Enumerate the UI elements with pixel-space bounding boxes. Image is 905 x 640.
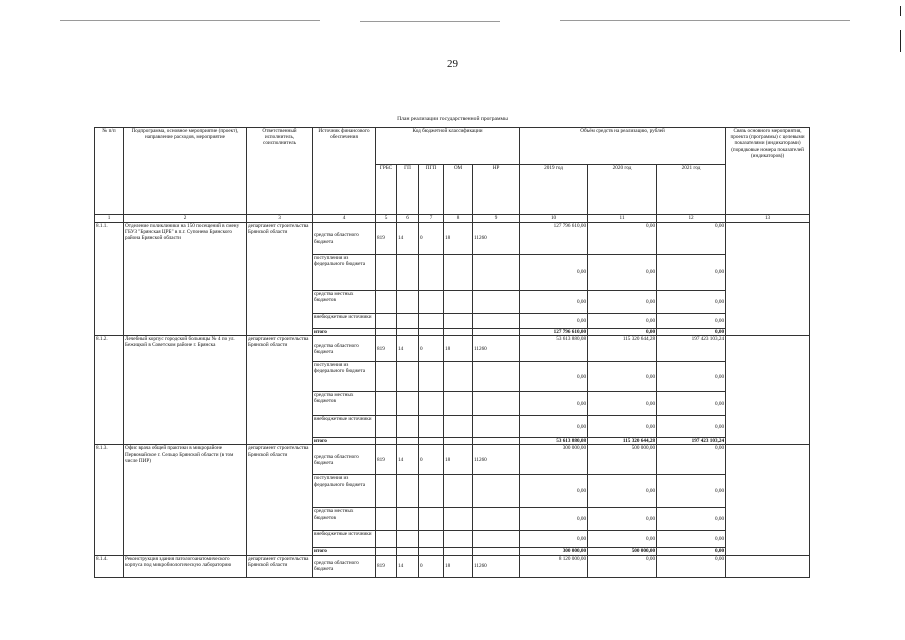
column-number: 13 bbox=[726, 215, 810, 223]
program-plan-table bbox=[94, 127, 810, 578]
code-nr: 11260 bbox=[473, 555, 520, 577]
code-grbs bbox=[376, 291, 397, 314]
header-nr: НР bbox=[473, 165, 520, 215]
header-pgp: ПГП bbox=[419, 165, 444, 215]
code-gp bbox=[397, 475, 419, 508]
value-2019: 0,00 bbox=[520, 416, 588, 438]
funding-source: средства местных бюджетов bbox=[313, 392, 376, 416]
value-2020: 115 320 644,28 bbox=[588, 336, 657, 362]
code-gp bbox=[397, 314, 419, 329]
value-2020: 0,00 bbox=[588, 223, 657, 255]
funding-source: внебюджетные источники bbox=[313, 531, 376, 548]
value-2019: 0,00 bbox=[520, 392, 588, 416]
value-2021: 0,00 bbox=[657, 416, 726, 438]
header-budget-code: Код бюджетной классификации bbox=[376, 128, 520, 165]
item-number: 8.1.1. bbox=[95, 223, 124, 336]
funding-source: средства местных бюджетов bbox=[313, 291, 376, 314]
header-2021: 2021 год bbox=[657, 165, 726, 215]
code-om bbox=[444, 362, 473, 392]
indicator-link bbox=[726, 336, 810, 445]
value-2019: 127 796 610,00 bbox=[520, 223, 588, 255]
table-row bbox=[95, 445, 810, 475]
total-label: итого bbox=[313, 438, 376, 445]
empty-code-cell bbox=[473, 548, 520, 555]
header-2019: 2019 год bbox=[520, 165, 588, 215]
value-2019: 300 000,00 bbox=[520, 445, 588, 475]
indicator-link bbox=[726, 445, 810, 555]
code-gp bbox=[397, 362, 419, 392]
total-2019: 300 000,00 bbox=[520, 548, 588, 555]
code-pgp bbox=[419, 416, 444, 438]
code-grbs bbox=[376, 416, 397, 438]
code-pgp: 0 bbox=[419, 223, 444, 255]
empty-code-cell bbox=[397, 548, 419, 555]
scan-edge-mark bbox=[900, 6, 901, 16]
column-number: 2 bbox=[124, 215, 247, 223]
header-grbs: ГРБС bbox=[376, 165, 397, 215]
code-pgp bbox=[419, 291, 444, 314]
code-grbs bbox=[376, 255, 397, 291]
table-row bbox=[95, 555, 810, 577]
value-2020: 0,00 bbox=[588, 531, 657, 548]
document-title: План реализации государственной программы bbox=[397, 116, 508, 122]
code-pgp bbox=[419, 362, 444, 392]
code-grbs bbox=[376, 314, 397, 329]
header-om: ОМ bbox=[444, 165, 473, 215]
value-2020: 0,00 bbox=[588, 255, 657, 291]
value-2019: 0,00 bbox=[520, 255, 588, 291]
code-om bbox=[444, 291, 473, 314]
value-2021: 0,00 bbox=[657, 223, 726, 255]
code-nr bbox=[473, 392, 520, 416]
code-om: 18 bbox=[444, 336, 473, 362]
scan-artifact bbox=[360, 21, 500, 22]
scan-artifact bbox=[60, 20, 320, 21]
value-2020: 0,00 bbox=[588, 508, 657, 531]
empty-code-cell bbox=[397, 329, 419, 336]
funding-source: средства областного бюджета bbox=[313, 555, 376, 577]
header-volume: Объём средств на реализацию, рублей bbox=[520, 128, 726, 165]
empty-code-cell bbox=[473, 438, 520, 445]
value-2019: 53 613 880,08 bbox=[520, 336, 588, 362]
empty-code-cell bbox=[473, 329, 520, 336]
value-2019: 0,00 bbox=[520, 475, 588, 508]
code-pgp: 0 bbox=[419, 336, 444, 362]
total-2021: 0,00 bbox=[657, 548, 726, 555]
code-nr: 11260 bbox=[473, 223, 520, 255]
empty-code-cell bbox=[376, 548, 397, 555]
plan-table-body bbox=[95, 223, 810, 578]
code-nr bbox=[473, 255, 520, 291]
table-row bbox=[95, 336, 810, 362]
column-number: 8 bbox=[444, 215, 473, 223]
code-gp: 14 bbox=[397, 223, 419, 255]
item-responsible: департамент строительства Брянской области bbox=[247, 555, 313, 577]
item-number: 8.1.3. bbox=[95, 445, 124, 555]
code-pgp: 0 bbox=[419, 555, 444, 577]
page-number: 29 bbox=[447, 58, 458, 70]
code-gp bbox=[397, 255, 419, 291]
funding-source: средства областного бюджета bbox=[313, 336, 376, 362]
empty-code-cell bbox=[376, 438, 397, 445]
header-subprogram: Подпрограмма, основное мероприятие (проект), направление расходов, мероприятие bbox=[124, 128, 247, 215]
total-2019: 127 796 610,00 bbox=[520, 329, 588, 336]
item-name: Реконструкция здания патологоанатомического корпуса под микробиологическую лабораторию bbox=[124, 555, 247, 577]
code-om bbox=[444, 416, 473, 438]
code-pgp bbox=[419, 475, 444, 508]
code-grbs: 819 bbox=[376, 223, 397, 255]
total-2020: 0,00 bbox=[588, 329, 657, 336]
code-grbs: 819 bbox=[376, 445, 397, 475]
code-nr bbox=[473, 475, 520, 508]
code-nr bbox=[473, 314, 520, 329]
funding-source: средства местных бюджетов bbox=[313, 508, 376, 531]
column-number: 12 bbox=[657, 215, 726, 223]
table-row bbox=[95, 223, 810, 255]
code-nr bbox=[473, 291, 520, 314]
column-number: 5 bbox=[376, 215, 397, 223]
empty-code-cell bbox=[397, 438, 419, 445]
indicator-link bbox=[726, 223, 810, 336]
funding-source: поступления из федерального бюджета bbox=[313, 475, 376, 508]
value-2019: 8 120 000,00 bbox=[520, 555, 588, 577]
value-2019: 0,00 bbox=[520, 362, 588, 392]
value-2021: 0,00 bbox=[657, 475, 726, 508]
value-2019: 0,00 bbox=[520, 314, 588, 329]
code-gp bbox=[397, 416, 419, 438]
value-2020: 0,00 bbox=[588, 362, 657, 392]
total-2020: 115 320 644,28 bbox=[588, 438, 657, 445]
code-gp: 14 bbox=[397, 555, 419, 577]
code-grbs bbox=[376, 392, 397, 416]
code-om bbox=[444, 255, 473, 291]
header-responsible: Ответственный исполнитель, соисполнитель bbox=[247, 128, 313, 215]
value-2020: 0,00 bbox=[588, 291, 657, 314]
code-nr bbox=[473, 531, 520, 548]
header-link: Связь основного мероприятия, проекта (программы) с целевыми показателями (индикаторами) (порядковые номера показателей (индикаторов)) bbox=[726, 128, 810, 215]
code-pgp bbox=[419, 255, 444, 291]
total-2021: 197 423 103,24 bbox=[657, 438, 726, 445]
code-nr bbox=[473, 508, 520, 531]
column-number: 11 bbox=[588, 215, 657, 223]
item-number: 8.1.4. bbox=[95, 555, 124, 577]
code-gp: 14 bbox=[397, 445, 419, 475]
code-pgp bbox=[419, 531, 444, 548]
value-2021: 0,00 bbox=[657, 445, 726, 475]
total-2021: 0,00 bbox=[657, 329, 726, 336]
empty-code-cell bbox=[376, 329, 397, 336]
header-sources: Источник финансового обеспечения bbox=[313, 128, 376, 215]
column-number: 4 bbox=[313, 215, 376, 223]
code-gp bbox=[397, 508, 419, 531]
total-label: итого bbox=[313, 329, 376, 336]
item-responsible: департамент строительства Брянской области bbox=[247, 223, 313, 336]
code-gp bbox=[397, 392, 419, 416]
code-om: 18 bbox=[444, 223, 473, 255]
value-2021: 0,00 bbox=[657, 555, 726, 577]
value-2020: 0,00 bbox=[588, 555, 657, 577]
code-gp bbox=[397, 531, 419, 548]
column-number: 7 bbox=[419, 215, 444, 223]
empty-code-cell bbox=[419, 548, 444, 555]
code-om bbox=[444, 314, 473, 329]
value-2019: 0,00 bbox=[520, 291, 588, 314]
value-2021: 197 423 103,24 bbox=[657, 336, 726, 362]
code-pgp bbox=[419, 314, 444, 329]
value-2020: 0,00 bbox=[588, 475, 657, 508]
funding-source: средства областного бюджета bbox=[313, 445, 376, 475]
item-number: 8.1.2. bbox=[95, 336, 124, 445]
code-grbs: 819 bbox=[376, 555, 397, 577]
code-nr: 11260 bbox=[473, 336, 520, 362]
empty-code-cell bbox=[419, 438, 444, 445]
code-grbs: 819 bbox=[376, 336, 397, 362]
code-om bbox=[444, 475, 473, 508]
code-grbs bbox=[376, 362, 397, 392]
code-om: 18 bbox=[444, 445, 473, 475]
code-pgp bbox=[419, 508, 444, 531]
code-nr bbox=[473, 362, 520, 392]
header-gp: ГП bbox=[397, 165, 419, 215]
funding-source: поступления из федерального бюджета bbox=[313, 255, 376, 291]
item-name: Офис врача общей практики в микрорайоне Первомайское г. Сельцо Брянской области (в том числе ПИР) bbox=[124, 445, 247, 555]
value-2020: 0,00 bbox=[588, 392, 657, 416]
value-2021: 0,00 bbox=[657, 255, 726, 291]
column-number: 1 bbox=[95, 215, 124, 223]
header-2020: 2020 год bbox=[588, 165, 657, 215]
value-2021: 0,00 bbox=[657, 314, 726, 329]
item-responsible: департамент строительства Брянской области bbox=[247, 336, 313, 445]
value-2019: 0,00 bbox=[520, 531, 588, 548]
code-nr bbox=[473, 416, 520, 438]
value-2021: 0,00 bbox=[657, 291, 726, 314]
value-2020: 0,00 bbox=[588, 314, 657, 329]
funding-source: внебюджетные источники bbox=[313, 416, 376, 438]
empty-code-cell bbox=[444, 438, 473, 445]
column-number: 6 bbox=[397, 215, 419, 223]
code-om bbox=[444, 508, 473, 531]
empty-code-cell bbox=[444, 329, 473, 336]
value-2020: 0,00 bbox=[588, 416, 657, 438]
code-grbs bbox=[376, 475, 397, 508]
total-label: итого bbox=[313, 548, 376, 555]
value-2019: 0,00 bbox=[520, 508, 588, 531]
item-responsible: департамент строительства Брянской области bbox=[247, 445, 313, 555]
value-2021: 0,00 bbox=[657, 392, 726, 416]
value-2020: 500 000,00 bbox=[588, 445, 657, 475]
total-2020: 500 000,00 bbox=[588, 548, 657, 555]
code-grbs bbox=[376, 508, 397, 531]
header-num: № п/п bbox=[95, 128, 124, 215]
item-name: Отделение поликлиники на 150 посещений в смену ГБУЗ "Брянская ЦРБ" в п.г. Супонево Брянского района Брянской области bbox=[124, 223, 247, 336]
funding-source: поступления из федерального бюджета bbox=[313, 362, 376, 392]
value-2021: 0,00 bbox=[657, 531, 726, 548]
empty-code-cell bbox=[419, 329, 444, 336]
column-number: 3 bbox=[247, 215, 313, 223]
funding-source: средства областного бюджета bbox=[313, 223, 376, 255]
funding-source: внебюджетные источники bbox=[313, 314, 376, 329]
value-2021: 0,00 bbox=[657, 362, 726, 392]
code-om bbox=[444, 531, 473, 548]
indicator-link bbox=[726, 555, 810, 577]
code-pgp bbox=[419, 392, 444, 416]
code-gp bbox=[397, 291, 419, 314]
code-om: 18 bbox=[444, 555, 473, 577]
scan-edge-mark bbox=[900, 30, 901, 52]
code-gp: 14 bbox=[397, 336, 419, 362]
code-om bbox=[444, 392, 473, 416]
value-2021: 0,00 bbox=[657, 508, 726, 531]
item-name: Лечебный корпус городской больницы № 4 по ул. Бежицкой в Советском районе г. Брянска bbox=[124, 336, 247, 445]
total-2019: 53 613 880,08 bbox=[520, 438, 588, 445]
code-nr: 11260 bbox=[473, 445, 520, 475]
column-number: 10 bbox=[520, 215, 588, 223]
column-number: 9 bbox=[473, 215, 520, 223]
code-grbs bbox=[376, 531, 397, 548]
scan-artifact bbox=[560, 20, 850, 21]
code-pgp: 0 bbox=[419, 445, 444, 475]
column-number-row bbox=[95, 215, 810, 223]
empty-code-cell bbox=[444, 548, 473, 555]
